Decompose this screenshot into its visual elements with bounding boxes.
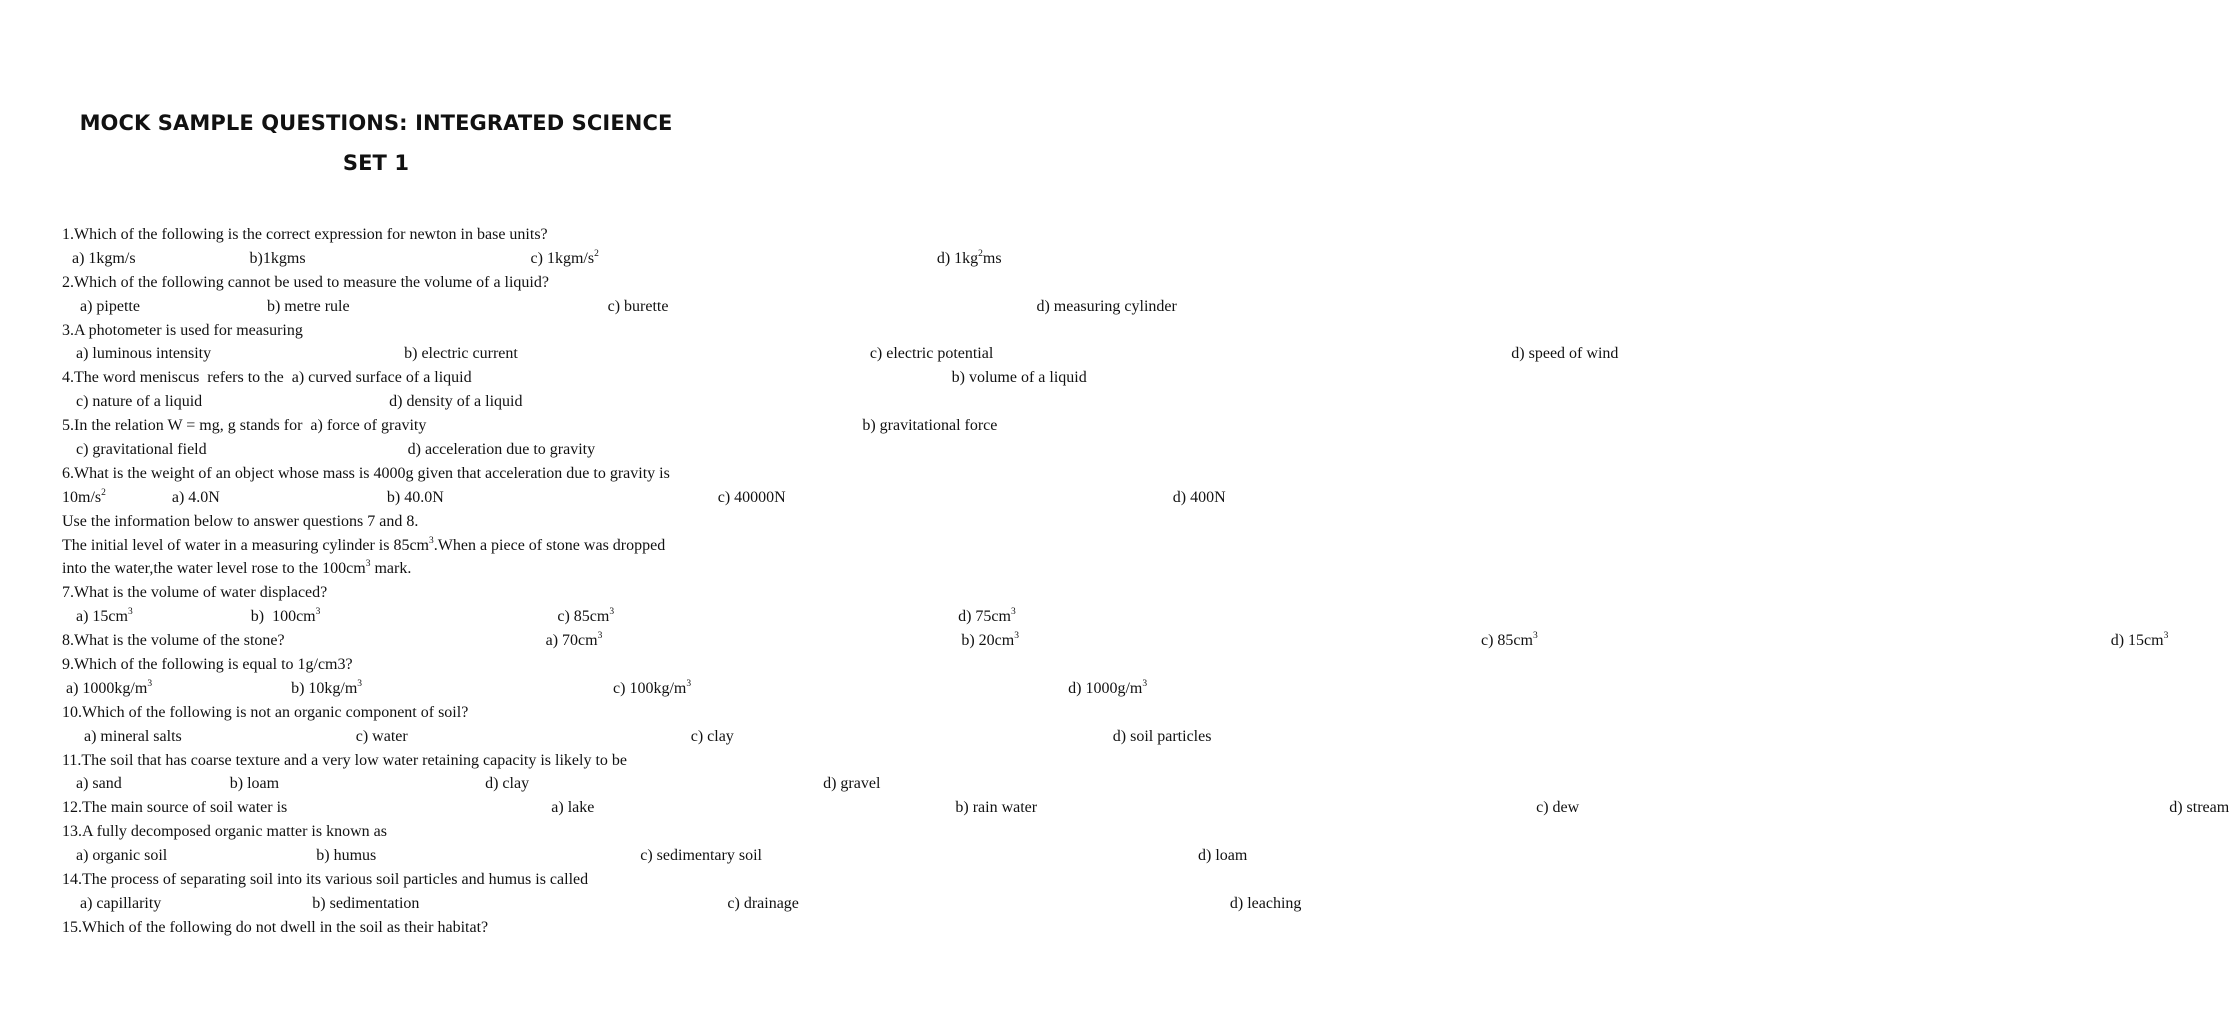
text-segment: d) 15cm (2110, 632, 2164, 650)
text-segment: 6.What is the weight of an object whose mass is 4000g given that acceleration due to gravity is (62, 464, 670, 482)
text-segment: 15.Which of the following do not dwell in the soil as their habitat? (62, 918, 489, 936)
text-segment: b) 40.0N (386, 488, 444, 506)
text-segment: mark. (370, 560, 412, 578)
text-line (62, 295, 1177, 319)
text-line (62, 510, 752, 534)
text-segment: b) sedimentation (312, 894, 420, 912)
text-line (62, 844, 1248, 868)
text-segment: a) lake (551, 799, 595, 817)
text-segment: 10.Which of the following is not an organic component of soil? (62, 703, 469, 721)
text-segment: c) 85cm (1480, 632, 1533, 650)
superscript: 3 (1010, 607, 1016, 618)
text-segment: c) 100kg/m (613, 679, 687, 697)
text-line (62, 725, 1212, 749)
text-segment: b) loam (229, 775, 280, 793)
text-segment: d) acceleration due to gravity (407, 441, 596, 459)
text-line (62, 342, 1619, 366)
text-segment: d) clay (485, 775, 530, 793)
text-segment: b) electric current (404, 345, 518, 363)
text-segment: a) mineral salts (84, 727, 182, 745)
text-segment: a) 4.0N (171, 488, 220, 506)
text-segment: b) volume of a liquid (951, 369, 1087, 387)
text-line (62, 701, 752, 725)
text-segment: d) loam (1197, 847, 1248, 865)
text-segment: c) burette (607, 297, 669, 315)
text-segment: a) organic soil (76, 847, 168, 865)
text-segment: d) stream (2169, 799, 2229, 817)
text-segment: b)1kgms (249, 249, 306, 267)
text-segment: d) 1000g/m (1068, 679, 1143, 697)
text-segment: b) humus (316, 847, 377, 865)
superscript: 3 (127, 607, 133, 618)
text-line (62, 892, 1302, 916)
superscript: 3 (1142, 678, 1148, 689)
page-title: MOCK SAMPLE QUESTIONS: INTEGRATED SCIENCE (79, 111, 673, 135)
text-segment: a) 1kgm/s (72, 249, 136, 267)
text-segment: c) 40000N (717, 488, 786, 506)
text-segment: c) drainage (727, 894, 799, 912)
text-line (62, 629, 2169, 653)
superscript: 3 (357, 678, 363, 689)
superscript: 3 (1532, 631, 1538, 642)
superscript: 3 (1014, 631, 1019, 642)
text-segment: c) 1kgm/s (530, 249, 595, 267)
text-line (62, 390, 752, 414)
text-segment: .When a piece of stone was dropped (433, 536, 666, 554)
text-segment: b) 100cm (250, 608, 316, 626)
text-segment: ms (982, 249, 1002, 267)
text-line (62, 271, 752, 295)
text-segment: a) sand (76, 775, 122, 793)
text-line (62, 772, 881, 796)
text-segment: d) soil particles (1112, 727, 1212, 745)
text-line (62, 223, 752, 247)
superscript: 3 (597, 631, 603, 642)
superscript: 3 (315, 607, 321, 618)
superscript: 3 (147, 678, 153, 689)
superscript: 3 (429, 535, 434, 546)
text-line (62, 820, 752, 844)
text-line (62, 534, 752, 558)
text-segment: The initial level of water in a measuring cylinder is 85cm (62, 536, 429, 554)
text-segment: b) metre rule (266, 297, 350, 315)
text-segment: 8.What is the volume of the stone? (62, 632, 285, 650)
text-segment: d) 400N (1172, 488, 1226, 506)
text-segment: c) dew (1536, 799, 1580, 817)
text-segment: b) 10kg/m (291, 679, 358, 697)
text-line (62, 366, 1087, 390)
text-line (62, 749, 752, 773)
text-line (62, 581, 752, 605)
text-line (62, 653, 752, 677)
text-line (62, 868, 752, 892)
text-segment: 9.Which of the following is equal to 1g/cm3? (62, 656, 353, 674)
text-segment: a) 15cm (76, 608, 128, 626)
question-list (62, 223, 2229, 940)
text-segment: 2.Which of the following cannot be used to measure the volume of a liquid? (62, 273, 549, 291)
superscript: 2 (978, 248, 983, 259)
text-segment: d) leaching (1229, 894, 1302, 912)
superscript: 3 (609, 607, 615, 618)
text-segment: c) sedimentary soil (640, 847, 762, 865)
text-line (62, 247, 1002, 271)
text-segment: c) gravitational field (76, 441, 207, 459)
text-line (62, 677, 1148, 701)
text-segment: 13.A fully decomposed organic matter is known as (62, 823, 387, 841)
text-segment: c) clay (690, 727, 734, 745)
text-segment: a) capillarity (80, 894, 162, 912)
text-line (62, 796, 2229, 820)
text-segment: d) measuring cylinder (1036, 297, 1177, 315)
text-segment: a) pipette (80, 297, 140, 315)
text-line (62, 438, 752, 462)
text-segment: d) 1kg (936, 249, 979, 267)
text-segment: 5.In the relation W = mg, g stands for a) force of gravity (62, 417, 427, 435)
text-line (62, 462, 752, 486)
text-segment: c) water (355, 727, 408, 745)
text-segment: 10m/s (62, 488, 102, 506)
text-segment: a) 1000kg/m (66, 679, 148, 697)
text-line (62, 414, 998, 438)
superscript: 3 (686, 678, 692, 689)
text-segment: b) 20cm (961, 632, 1015, 650)
text-segment: b) gravitational force (862, 417, 998, 435)
text-segment: c) nature of a liquid (76, 393, 203, 411)
text-segment: b) rain water (955, 799, 1038, 817)
superscript: 3 (365, 559, 371, 570)
superscript: 3 (2163, 631, 2169, 642)
superscript: 2 (594, 248, 599, 259)
text-segment: 7.What is the volume of water displaced? (62, 584, 328, 602)
text-line (62, 319, 752, 343)
text-segment: 1.Which of the following is the correct expression for newton in base units? (62, 226, 548, 243)
text-line (62, 916, 752, 940)
text-segment: d) density of a liquid (389, 393, 523, 411)
text-segment: 12.The main source of soil water is (62, 799, 288, 817)
text-segment: d) gravel (823, 775, 881, 793)
text-segment: 4.The word meniscus refers to the a) curved surface of a liquid (62, 369, 472, 387)
text-segment: 11.The soil that has coarse texture and a very low water retaining capacity is likely to be (62, 751, 627, 769)
text-line (62, 486, 1226, 510)
text-line (62, 605, 1016, 629)
text-segment: d) 75cm (958, 608, 1011, 626)
text-segment: 14.The process of separating soil into its various soil particles and humus is called (62, 871, 589, 889)
page-subtitle: SET 1 (342, 151, 410, 175)
text-segment: Use the information below to answer questions 7 and 8. (62, 512, 419, 530)
text-segment: into the water,the water level rose to the 100cm (62, 560, 366, 578)
superscript: 2 (101, 487, 106, 498)
text-segment: a) luminous intensity (76, 345, 212, 363)
text-segment: 3.A photometer is used for measuring (62, 321, 303, 339)
text-segment: c) electric potential (869, 345, 994, 363)
text-segment: a) 70cm (545, 632, 598, 650)
text-line (62, 557, 752, 581)
text-segment: d) speed of wind (1511, 345, 1619, 363)
text-segment: c) 85cm (557, 608, 610, 626)
